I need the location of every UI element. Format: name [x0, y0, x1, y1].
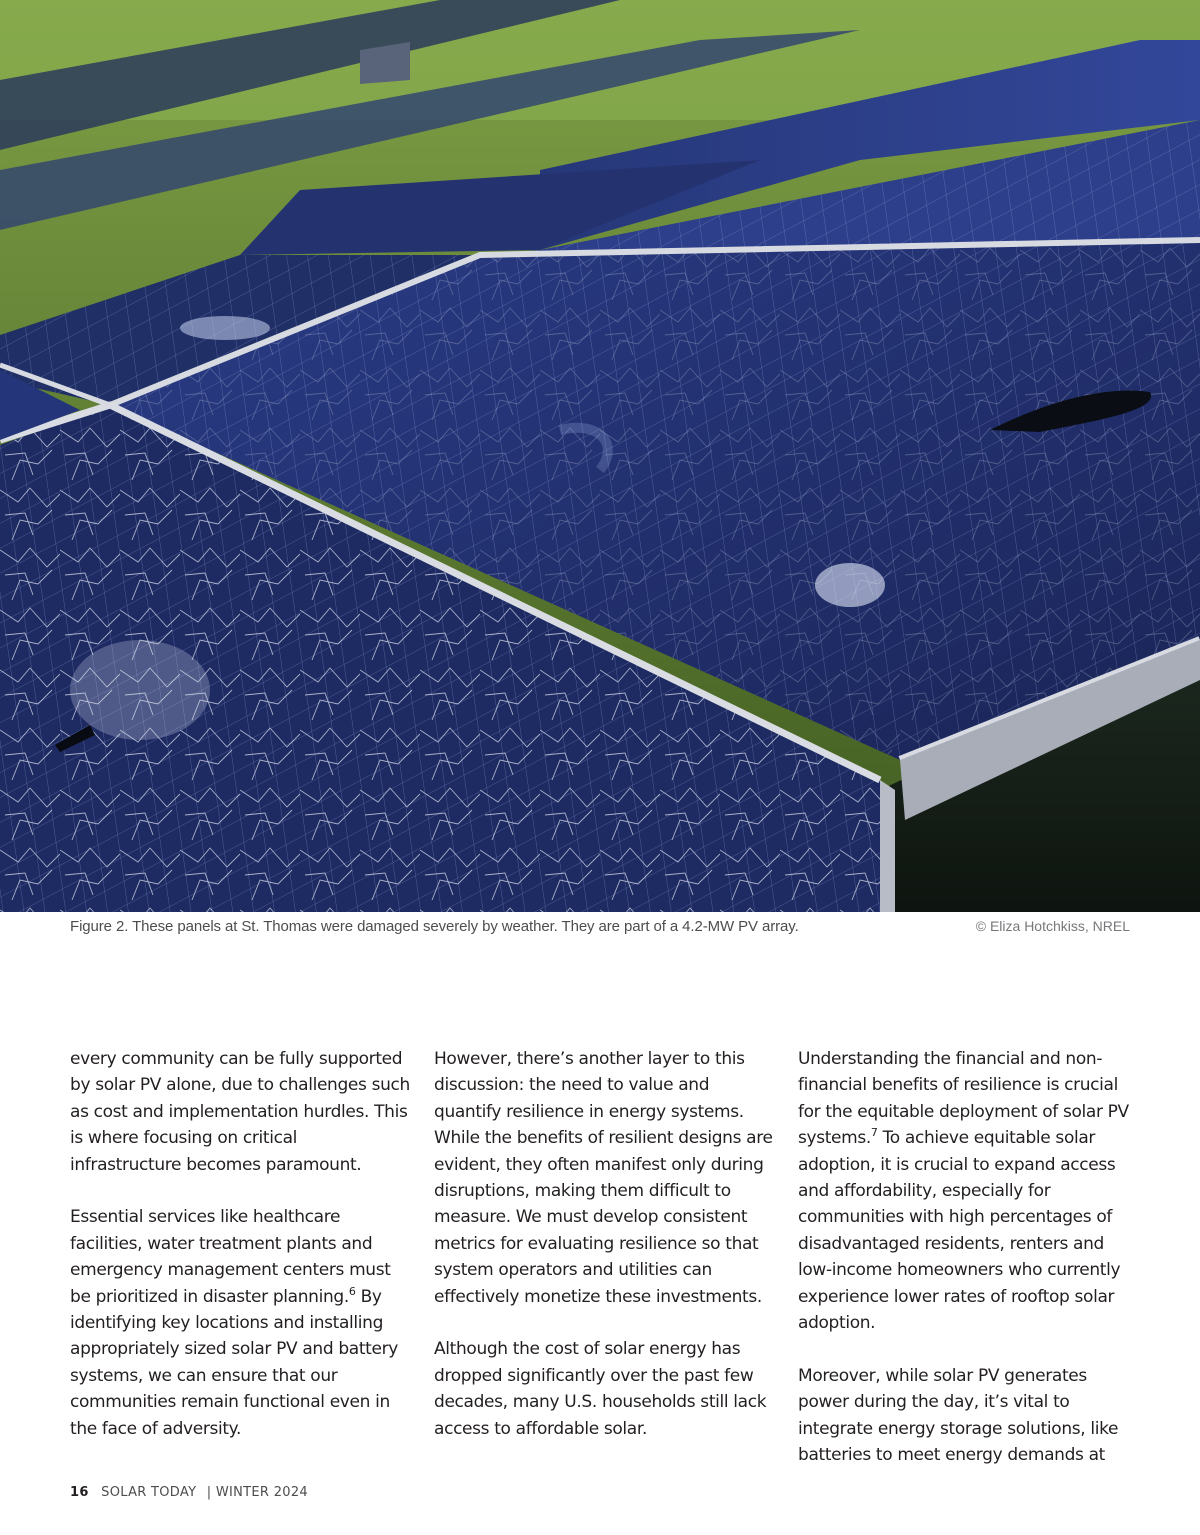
paragraph: every community can be fully supported by solar PV alone, due to challenges such as cost and implementation hurdles. This is where focusing on critical infrastructure becomes paramount. — [70, 1049, 410, 1175]
paragraph: Essential services like healthcare facilities, water treatment plants and emergency management centers must be prioritized in disaster planning.$^6$ By identifying key locations and installing appropriately sized solar PV and battery systems, we can ensure that our communities remain functional even in the face of adversity. — [70, 1207, 398, 1439]
photo-credit: © Eliza Hotchkiss, NREL — [975, 918, 1130, 934]
paragraph: However, there’s another layer to this discussion: the need to value and quantify resilience in energy systems. While the benefits of resilient designs are evident, they often manifest only during disruptions, making them difficult to measure. We must develop consistent metrics for evaluating resilience so that system operators and utilities can effectively monetize these investments. — [434, 1049, 773, 1307]
footnote-ref[interactable]: 6 — [348, 1284, 356, 1298]
page-footer — [70, 1485, 308, 1500]
page-number: 16 — [70, 1485, 89, 1500]
article-body — [70, 1046, 1130, 1476]
paragraph: Understanding the financial and non-financial benefits of resilience is crucial for the equitable deployment of solar PV systems.$^7$ To achieve equitable solar adoption, it is crucial to expand access and affordability, especially for communities with high percentages of disadvantaged residents, renters and low-income homeowners who currently experience lower rates of rooftop solar adoption. — [798, 1049, 1129, 1334]
footnote-ref[interactable]: 7 — [870, 1126, 878, 1140]
text-column-3 — [798, 1046, 1138, 1468]
publication-name: SOLAR TODAY — [101, 1485, 197, 1500]
text-column-1 — [70, 1046, 410, 1442]
figure-caption: Figure 2. These panels at St. Thomas were damaged severely by weather. They are part of a 4.2-MW PV array. — [70, 918, 799, 935]
issue-label: | WINTER 2024 — [206, 1485, 308, 1500]
paragraph: Although the cost of solar energy has dropped significantly over the past few decades, many U.S. households still lack access to affordable solar. — [434, 1339, 767, 1439]
paragraph: Moreover, while solar PV generates power during the day, it’s vital to integrate energy storage solutions, like batteries to meet energy demands at — [798, 1365, 1119, 1466]
text-column-2 — [434, 1046, 774, 1442]
